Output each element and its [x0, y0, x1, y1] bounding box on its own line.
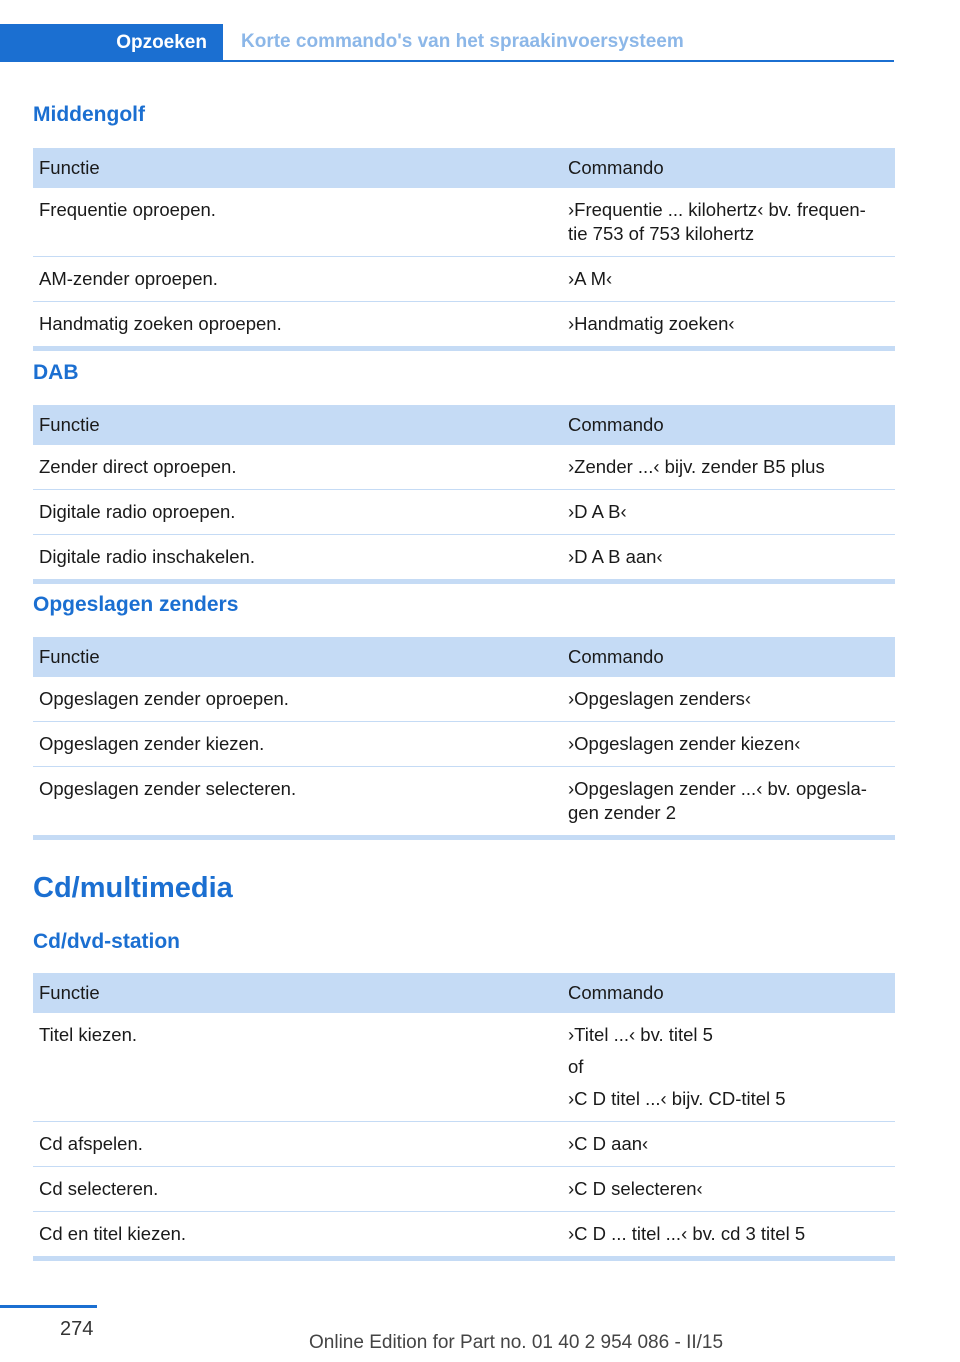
- table-row: [33, 722, 895, 767]
- commando-cell: [562, 1122, 895, 1167]
- functie-cell: Cd selecteren.: [33, 1167, 562, 1212]
- commando-cell: [562, 490, 895, 535]
- table-row: [33, 1167, 895, 1212]
- table-row: [33, 302, 895, 349]
- functie-cell: Opgeslagen zender selecteren.: [33, 767, 562, 838]
- col-header-commando: Commando: [562, 148, 895, 188]
- commando-line: ›Opgeslagen zenders‹: [568, 688, 752, 709]
- col-header-functie: Functie: [33, 637, 562, 677]
- commando-line: ›A M‹: [568, 268, 613, 289]
- commando-line: ›Frequentie ... kilohertz‹ bv. frequen-: [568, 199, 866, 220]
- functie-cell: Zender direct oproepen.: [33, 445, 562, 490]
- functie-cell: Digitale radio inschakelen.: [33, 535, 562, 582]
- commando-cell: [562, 257, 895, 302]
- commando-cell: [562, 302, 895, 349]
- commando-cell: [562, 1167, 895, 1212]
- table-row: [33, 490, 895, 535]
- commando-line: of: [568, 1056, 584, 1077]
- commando-cell: [562, 722, 895, 767]
- commando-cell: [562, 445, 895, 490]
- commando-line: ›Opgeslagen zender ...‹ bv. opgesla-: [568, 778, 867, 799]
- functie-cell: Titel kiezen.: [33, 1013, 562, 1122]
- table-row: [33, 1212, 895, 1259]
- table-dab: [33, 405, 895, 584]
- commando-cell: [562, 677, 895, 722]
- commando-cell: [562, 188, 895, 257]
- table-cd-dvd-station: [33, 973, 895, 1261]
- table-opgeslagen-zenders: [33, 637, 895, 840]
- table-row: [33, 445, 895, 490]
- commando-line: ›D A B aan‹: [568, 546, 663, 567]
- functie-cell: AM-zender oproepen.: [33, 257, 562, 302]
- functie-cell: Opgeslagen zender kiezen.: [33, 722, 562, 767]
- commando-line: tie 753 of 753 kilohertz: [568, 223, 755, 244]
- tab-opzoeken[interactable]: Opzoeken: [0, 24, 223, 62]
- functie-cell: Cd afspelen.: [33, 1122, 562, 1167]
- table-row: [33, 1122, 895, 1167]
- col-header-commando: Commando: [562, 637, 895, 677]
- table-row: [33, 767, 895, 838]
- functie-cell: Digitale radio oproepen.: [33, 490, 562, 535]
- commando-line: ›C D ... titel ...‹ bv. cd 3 titel 5: [568, 1223, 806, 1244]
- col-header-functie: Functie: [33, 405, 562, 445]
- section-title-cd-dvd-station: Cd/dvd-station: [33, 930, 180, 953]
- table-row: [33, 188, 895, 257]
- commando-line: ›C D selecteren‹: [568, 1178, 703, 1199]
- section-title-middengolf: Middengolf: [33, 103, 145, 126]
- page-number: 274: [60, 1318, 94, 1340]
- footer-accent-line: [0, 1305, 97, 1308]
- commando-line: ›Zender ...‹ bijv. zender B5 plus: [568, 456, 825, 477]
- table-row: [33, 535, 895, 582]
- col-header-commando: Commando: [562, 405, 895, 445]
- commando-line: ›D A B‹: [568, 501, 627, 522]
- commando-line: ›Handmatig zoeken‹: [568, 313, 735, 334]
- functie-cell: Opgeslagen zender oproepen.: [33, 677, 562, 722]
- col-header-functie: Functie: [33, 148, 562, 188]
- commando-line: ›Titel ...‹ bv. titel 5: [568, 1024, 713, 1045]
- commando-line: ›C D aan‹: [568, 1133, 649, 1154]
- col-header-commando: Commando: [562, 973, 895, 1013]
- functie-cell: Cd en titel kiezen.: [33, 1212, 562, 1259]
- commando-cell: [562, 767, 895, 838]
- tab-korte-commandos[interactable]: Korte commando's van het spraakinvoersysteem: [223, 24, 894, 62]
- commando-cell: [562, 1013, 895, 1122]
- table-row: [33, 677, 895, 722]
- page-header: [0, 24, 894, 62]
- commando-cell: [562, 1212, 895, 1259]
- functie-cell: Frequentie oproepen.: [33, 188, 562, 257]
- table-row: [33, 257, 895, 302]
- chapter-title: Cd/multimedia: [33, 872, 233, 904]
- commando-line: ›Opgeslagen zender kiezen‹: [568, 733, 801, 754]
- table-row: [33, 1013, 895, 1122]
- commando-line: ›C D titel ...‹ bijv. CD-titel 5: [568, 1088, 786, 1109]
- table-middengolf: [33, 148, 895, 351]
- commando-line: gen zender 2: [568, 802, 677, 823]
- section-title-dab: DAB: [33, 361, 79, 384]
- edition-note: Online Edition for Part no. 01 40 2 954 086 - II/15: [309, 1332, 724, 1353]
- functie-cell: Handmatig zoeken oproepen.: [33, 302, 562, 349]
- commando-cell: [562, 535, 895, 582]
- section-title-opgeslagen-zenders: Opgeslagen zenders: [33, 593, 239, 616]
- col-header-functie: Functie: [33, 973, 562, 1013]
